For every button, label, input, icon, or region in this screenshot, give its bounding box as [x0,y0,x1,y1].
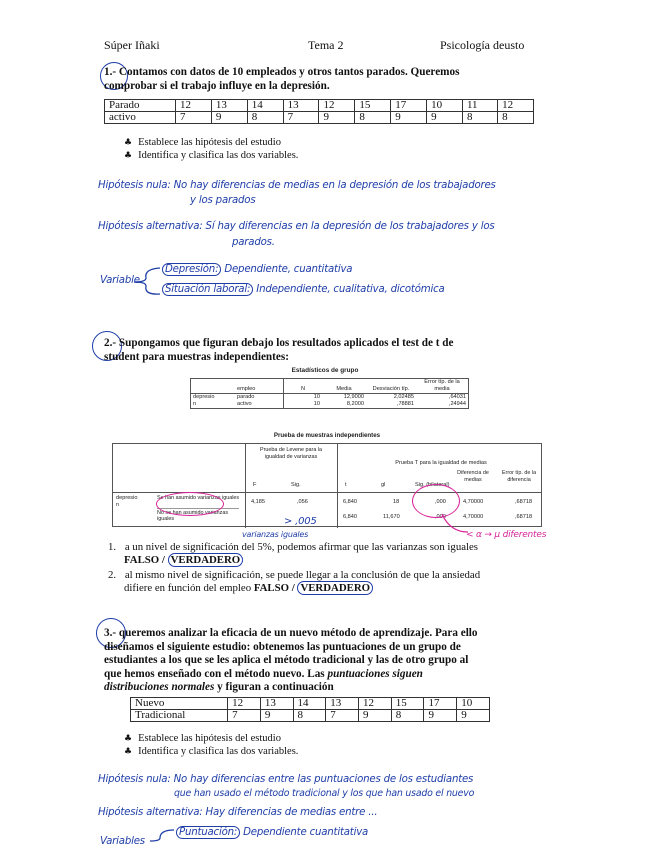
question-2-text-b: student para muestras independientes: [104,350,289,363]
table-row [131,710,490,722]
q2-item-2-falso: FALSO [253,582,290,594]
table-cell: 12 [175,100,211,112]
cell-t: 6,840 [343,499,357,505]
cell-t-2: 6,840 [343,514,357,520]
question-3 [104,627,540,695]
table-cell: 9 [319,112,355,124]
header-left: Súper Iñaki [104,38,160,52]
q2-item-2-sep: / [291,582,295,594]
q3-variable-label: Variables [100,836,145,847]
q1-null-text-a: No hay diferencias de medias en la depresión de los trabajadores [173,180,496,191]
q3-alt-hypothesis [98,807,377,818]
club-icon: ♣ [124,138,133,148]
table-cell: 15 [391,698,424,710]
pink-circle-equal-variances [156,492,224,516]
q1-var2-desc: Independiente, cualitativa, dicotómica [256,284,445,295]
table-row [191,401,469,409]
table-cell: 8 [391,710,424,722]
sig-note: > ,005 [284,516,317,527]
table-divider [246,492,542,493]
table-cell: 10 [313,401,320,407]
q1-data-table [104,99,534,124]
question-3-text-a: queremos analizar la eficacia de un nuevo método de aprendizaje. Para ello [118,627,478,639]
table-cell: 7 [228,710,261,722]
q1-alt-text-b: parados. [232,237,275,248]
q1-var2-name: Situación laboral: [162,283,253,296]
question-3-text-e-italic: distribuciones normales [104,681,215,693]
q3-alt-text: Hay diferencias de medias entre ... [205,807,378,818]
q1-var2 [162,284,445,295]
q3-var1-name: Puntuación: [176,826,240,839]
table-row [131,698,490,710]
table-cell: ,24944 [448,401,466,407]
brace-icon [130,264,164,298]
q3-bullet-2 [124,745,298,759]
q1-null-hypothesis [98,180,496,191]
table-cell: 12,9000 [343,394,364,400]
brace-icon [148,826,176,848]
question-1-number: 1.- [104,66,117,78]
cell-mean-diff-2: 4,70000 [463,514,484,520]
q1-var1 [162,264,352,275]
cell-mean-diff: 4,70000 [463,499,484,505]
group-stats-title: Estadísticos de grupo [291,367,359,374]
table-cell: 8 [247,112,283,124]
table-cell: Media [336,386,352,392]
header-center: Tema 2 [308,38,344,52]
q3-alt-label: Hipótesis alternativa: [98,807,203,818]
q1-bullet-1 [124,136,281,150]
table-cell: 15 [355,100,391,112]
table-divider [245,444,246,528]
table-cell: activo [235,401,284,409]
levene-header: Prueba de Levene para la igualdad de varianzas [259,447,323,460]
cell-se-diff: ,68718 [515,499,533,505]
table-cell: 8 [498,112,534,124]
q2-item-1-verdadero: VERDADERO [168,553,244,567]
cell-se-diff-2: ,68718 [515,514,533,520]
q1-var1-name: Depresión: [162,263,221,276]
table-cell: 8 [293,710,326,722]
table-row [191,379,469,394]
table-cell: 7 [175,112,211,124]
q2-item-2-number: 2. [108,569,117,581]
q3-null-label: Hipótesis nula: [98,774,171,785]
table-row [105,100,534,112]
club-icon: ♣ [124,151,133,161]
table-cell: 10 [457,698,490,710]
table-cell: 9 [424,710,457,722]
question-3-text-c: estudiantes a los que se les aplica el método tradicional y las de otro grupo al [104,654,469,666]
ttest-header: Prueba T para la igualdad de medias [395,460,487,466]
table-cell: activo [105,112,176,124]
col-f: F [253,482,257,488]
var-note: varianzas iguales [242,530,309,539]
cell-sig: ,056 [297,499,308,505]
table-cell: 13 [283,100,319,112]
q2-item-2-text-a: al mismo nivel de significación, se puede llegar a la conclusión de que la ansiedad [124,569,481,581]
q1-alt-label: Hipótesis alternativa: [98,221,203,232]
q3-null-text-b: que han usado el método tradicional y los que han usado el nuevo [174,788,475,799]
q2-item-1-text: a un nivel de significación del 5%, podemos afirmar que las varianzas son iguales [124,541,478,553]
row-var-b: n [116,502,120,508]
q3-null-hypothesis [98,774,473,785]
table-cell: 14 [247,100,283,112]
col-t: t [345,482,347,488]
table-cell [191,379,236,394]
row2-label: No se han asumido varianzas iguales [157,510,229,523]
table-cell: 17 [424,698,457,710]
question-3-text-d: que hemos enseñado con el método nuevo. Las [104,667,325,680]
arrow-icon [440,512,474,536]
table-cell: 9 [457,710,490,722]
table-cell: ,78881 [396,401,414,407]
club-icon: ♣ [124,734,133,744]
table-row [105,112,534,124]
table-cell: 7 [283,112,319,124]
q2-item-1-sep: / [161,554,165,566]
table-cell: 9 [260,710,293,722]
q2-item-1 [108,541,548,567]
table-cell: Parado [105,100,176,112]
table-cell: depresio [193,394,215,400]
q1-bullet-1-text: Establece las hipótesis del estudio [138,137,281,148]
cell-gl: 18 [393,499,400,505]
table-cell: n [193,401,197,407]
alpha-note: < α → μ diferentes [466,530,547,540]
table-row [191,394,469,402]
cell-gl-2: 11,670 [383,514,400,520]
q2-item-2-text-b: difiere en función del empleo [124,582,252,594]
table-cell: 9 [211,112,247,124]
row1-label: Se han asumido varianzas iguales [157,495,240,501]
table-cell: 13 [260,698,293,710]
q2-item-1-number: 1. [108,541,117,553]
table-cell: 9 [359,710,392,722]
question-3-number: 3.- [104,627,117,639]
col-gl: gl [381,482,386,488]
row-var-a: depresio [116,495,138,501]
q2-item-2 [108,569,548,595]
table-cell: 11 [462,100,497,112]
q1-null-text-b: y los parados [190,195,256,206]
question-2-text-a: Supongamos que figuran debajo los resultados aplicados el test de t de [118,337,454,349]
table-cell: 9 [427,112,463,124]
table-cell: ,64031 [448,394,466,400]
question-1-text-a: Contamos con datos de 10 empleados y otros tantos parados. Queremos [118,66,460,78]
q3-bullet-1-text: Establece las hipótesis del estudio [138,733,281,744]
q1-alt-hypothesis [98,221,494,232]
header-right: Psicología deusto [440,38,525,52]
table-cell: 10 [427,100,463,112]
q3-var1 [176,827,368,838]
table-cell: N [300,386,306,392]
table-cell: 12 [359,698,392,710]
table-cell: 10 [313,394,320,400]
q3-var1-desc: Dependiente cuantitativa [243,827,369,838]
question-1-text-b: comprobar si el trabajo influye en la depresión. [104,79,330,92]
table-cell: 14 [293,698,326,710]
table-cell: Desviación típ. [372,386,410,392]
table-cell: Nuevo [131,698,228,710]
q3-bullet-1 [124,732,281,746]
table-cell: 12 [498,100,534,112]
col-sig: Sig. [291,482,301,488]
q3-null-text-a: No hay diferencias entre las puntuaciones de los estudiantes [173,774,474,785]
col-mean-diff: Diferencia de medias [457,470,489,483]
q3-bullet-2-text: Identifica y clasifica las dos variables. [138,746,299,757]
q1-bullet-2 [124,149,298,163]
col-se-diff: Error típ. de la diferencia [501,470,537,483]
indep-test-title: Prueba de muestras independientes [273,432,381,439]
table-cell: 7 [326,710,359,722]
q1-var1-desc: Dependiente, cuantitativa [224,264,353,275]
q1-alt-text-a: Sí hay diferencias en la depresión de los trabajadores y los [205,221,495,232]
table-cell: 12 [319,100,355,112]
table-cell: 8 [355,112,391,124]
col-sig-bilateral: Sig. (bilateral) [415,482,450,488]
cell-f: 4,185 [251,499,265,505]
q1-null-label: Hipótesis nula: [98,180,171,191]
table-cell: Tradicional [131,710,228,722]
question-3-text-b: diseñamos el siguiente estudio: obtenemos las puntuaciones de un grupo de [104,640,461,653]
question-2-number: 2.- [104,337,117,349]
q1-variable-label: Variable [100,275,140,286]
table-cell: 12 [228,698,261,710]
group-stats-table [190,378,469,409]
question-1 [104,66,540,93]
cell-sig-bilateral: ,000 [435,499,446,505]
table-cell: Error típ. de la media [424,379,460,392]
question-3-text-e: y figuran a continuación [217,681,334,693]
question-2 [104,337,540,364]
question-3-text-italic: puntuaciones siguen [327,667,423,680]
table-cell: 9 [391,112,427,124]
q1-bullet-2-text: Identifica y clasifica las dos variables. [138,150,299,161]
q2-item-2-verdadero: VERDADERO [297,581,373,595]
table-cell: 17 [391,100,427,112]
q2-item-1-falso: FALSO [124,554,160,566]
table-cell: 8 [462,112,497,124]
cell-sig-bilateral-2: ,000 [435,514,446,520]
q3-data-table [130,697,490,722]
club-icon: ♣ [124,747,133,757]
table-divider [337,444,338,528]
table-cell: 2,02485 [393,394,414,400]
table-cell: 8,2000 [346,401,364,407]
table-cell: parado [235,394,284,402]
table-cell: empleo [235,379,284,394]
table-cell: 13 [326,698,359,710]
table-cell: 13 [211,100,247,112]
